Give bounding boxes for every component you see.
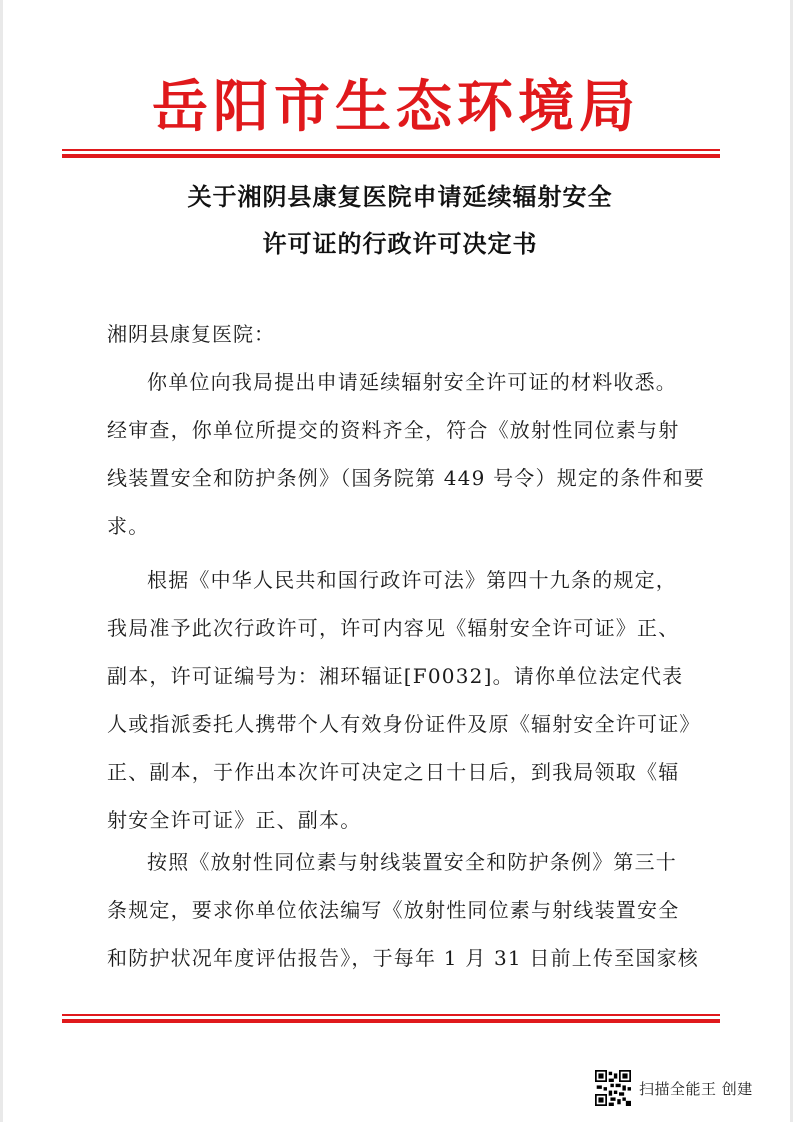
qr-code-icon bbox=[595, 1070, 631, 1106]
paragraph-1-line-3: 线装置安全和防护条例》（国务院第 449 号令）规定的条件和要 bbox=[107, 466, 706, 490]
footer-red-rule bbox=[62, 1014, 720, 1023]
document-title-line-2: 许可证的行政许可决定书 bbox=[262, 230, 538, 258]
document-title-line-1: 关于湘阴县康复医院申请延续辐射安全 bbox=[187, 183, 613, 211]
scanner-watermark bbox=[595, 1068, 753, 1108]
paragraph-1-line-2: 经审查，你单位所提交的资料齐全，符合《放射性同位素与射 bbox=[107, 418, 680, 442]
header-red-rule bbox=[62, 149, 720, 158]
paragraph-2-line-2: 我局准予此次行政许可，许可内容见《辐射安全许可证》正、 bbox=[107, 616, 680, 640]
paragraph-2-line-4: 人或指派委托人携带个人有效身份证件及原《辐射安全许可证》 bbox=[107, 712, 701, 736]
paragraph-3-line-3: 和防护状况年度评估报告》，于每年 1 月 31 日前上传至国家核 bbox=[107, 946, 700, 970]
paragraph-2-line-3: 副本，许可证编号为：湘环辐证[F0032]。请你单位法定代表 bbox=[107, 664, 684, 688]
paragraph-2-line-6: 射安全许可证》正、副本。 bbox=[107, 808, 362, 832]
watermark-text: 扫描全能王 创建 bbox=[639, 1079, 753, 1098]
paragraph-2-line-1: 根据《中华人民共和国行政许可法》第四十九条的规定， bbox=[147, 568, 677, 592]
paragraph-1-line-1: 你单位向我局提出申请延续辐射安全许可证的材料收悉。 bbox=[147, 370, 677, 394]
agency-name-header: 岳阳市生态环境局 bbox=[152, 74, 640, 140]
paragraph-3-line-1: 按照《放射性同位素与射线装置安全和防护条例》第三十 bbox=[147, 850, 677, 874]
scan-edge-left bbox=[0, 0, 3, 1122]
paragraph-3-line-2: 条规定，要求你单位依法编写《放射性同位素与射线装置安全 bbox=[107, 898, 680, 922]
salutation: 湘阴县康复医院： bbox=[107, 322, 275, 346]
paragraph-1-line-4: 求。 bbox=[107, 514, 150, 538]
paragraph-2-line-5: 正、副本，于作出本次许可决定之日十日后，到我局领取《辐 bbox=[107, 760, 680, 784]
